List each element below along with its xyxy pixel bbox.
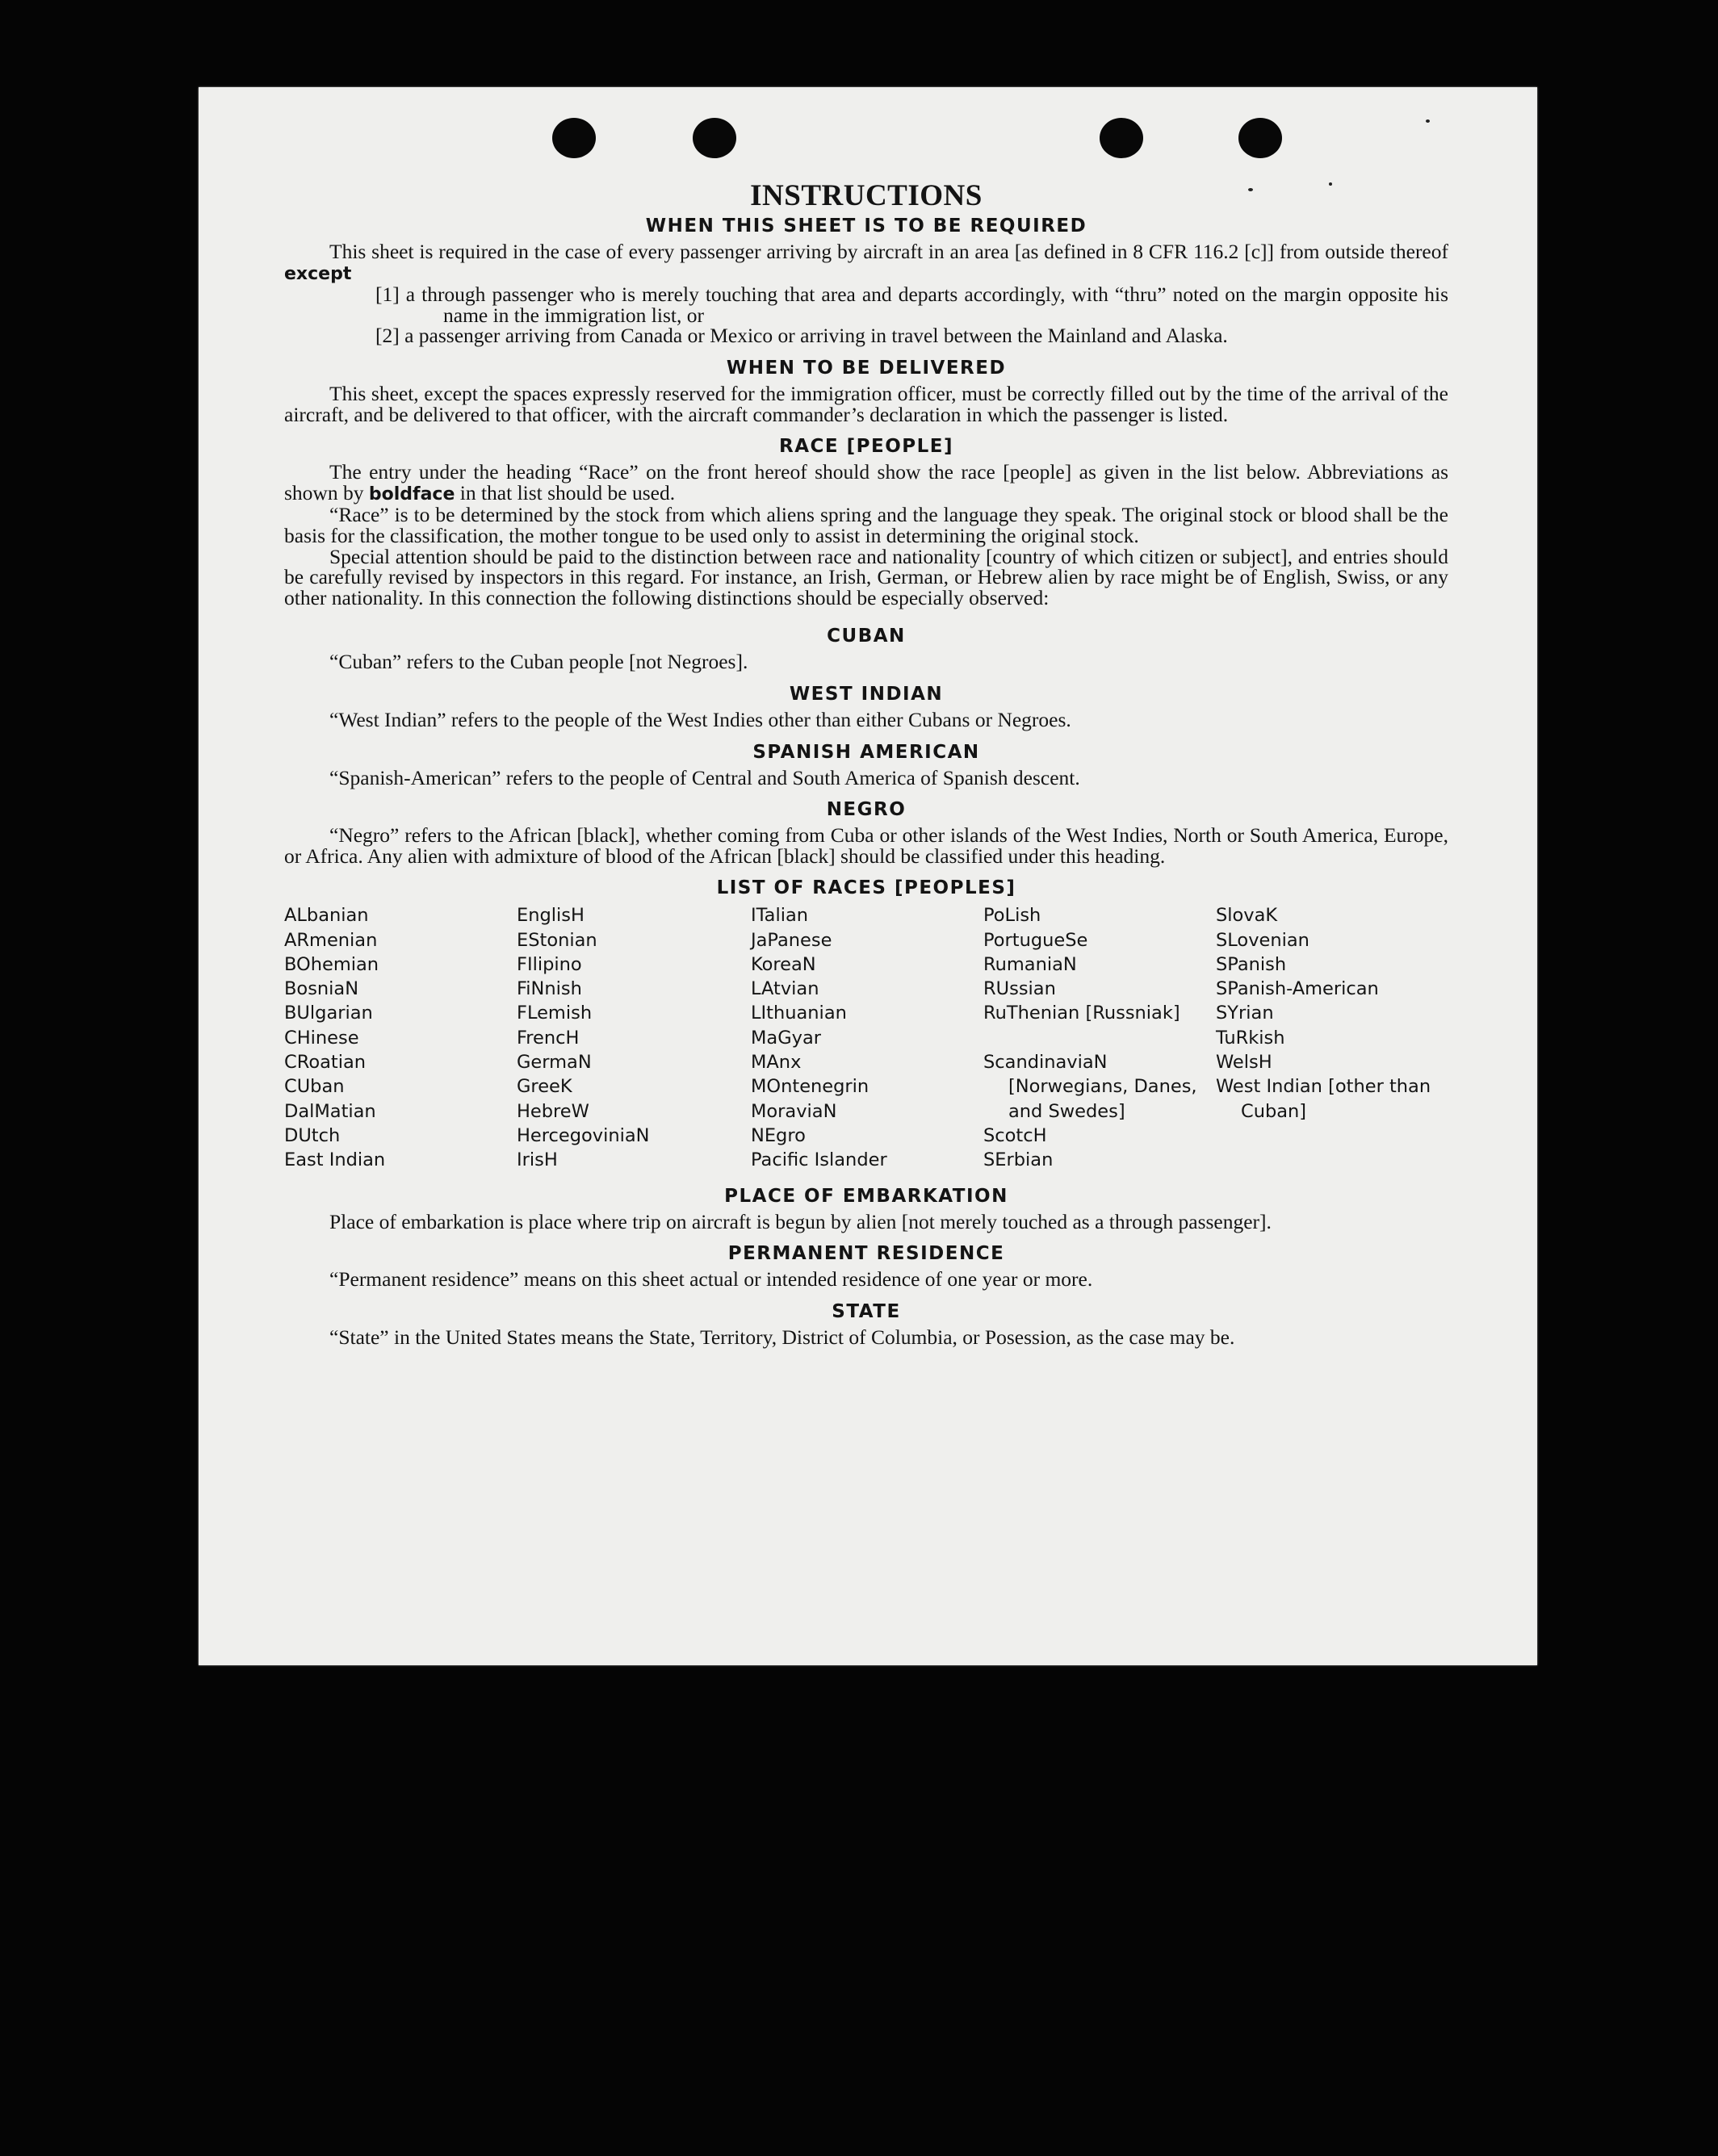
negro-text: “Negro” refers to the African [black], whether coming from Cuba or other islands of the West Indies, North or South America, Europe, or Africa. Any alien with admixture of blood of the African [black] should be classified under this heading. <box>284 823 1448 868</box>
spanish-american-text: “Spanish-American” refers to the people of Central and South America of Spanish descent. <box>329 765 1080 789</box>
race-item: West Indian [other than Cuban] <box>1216 1076 1431 1122</box>
race-item: SPanish-American <box>1216 978 1379 1000</box>
punch-hole <box>1238 118 1282 158</box>
heading-negro: NEGRO <box>826 799 907 821</box>
races-list <box>284 903 1448 1172</box>
race-item: Pacific Islander <box>751 1149 887 1171</box>
instructions-content <box>284 180 1448 1347</box>
race-item: IrisH <box>517 1149 558 1171</box>
page-title: INSTRUCTIONS <box>750 179 983 212</box>
race-item: RUssian <box>983 978 1056 1000</box>
race-item: GreeK <box>517 1076 572 1098</box>
race-item: BOhemian <box>284 953 379 975</box>
race-paragraph-2: “Race” is to be determined by the stock from which aliens spring and the language they speak. The original stock or blood shall be the basis for the classification, the mother tongue to be used only to assist in determining the original stock. <box>284 503 1448 547</box>
heading-embarkation: PLACE OF EMBARKATION <box>724 1185 1008 1207</box>
race-item: CHinese <box>284 1027 359 1049</box>
race-item: SPanish <box>1216 953 1287 975</box>
required-item-1: [1] a through passenger who is merely touching that area and departs accordingly, with “thru” noted on the margin opposite his name in the immigration list, or <box>375 283 1448 327</box>
embarkation-text: Place of embarkation is place where trip on aircraft is begun by alien [not merely touched as a through passenger]. <box>329 1209 1272 1233</box>
race-item: ScotcH <box>983 1124 1047 1146</box>
punch-hole <box>552 118 596 158</box>
race-item: HebreW <box>517 1100 589 1122</box>
race-item: SLovenian <box>1216 929 1309 951</box>
race-item: FiNnish <box>517 978 582 1000</box>
west-indian-text: “West Indian” refers to the people of the West Indies other than either Cubans or Negroes. <box>329 707 1071 731</box>
heading-race: RACE [PEOPLE] <box>779 436 953 458</box>
race-item: ALbanian <box>284 905 369 927</box>
required-item-2: [2] a passenger arriving from Canada or Mexico or arriving in travel between the Mainland and Alaska. <box>375 324 1228 348</box>
delivered-text: This sheet, except the spaces expressly reserved for the immigration officer, must be correctly filled out by the time of the arrival of the aircraft, and be delivered to that officer, with the aircraft commander’s declaration in which the passenger is listed. <box>284 381 1448 426</box>
state-text: “State” in the United States means the State, Territory, District of Columbia, or Posession, as the case may be. <box>329 1325 1235 1349</box>
punch-hole <box>693 118 736 158</box>
race-paragraph-1: The entry under the heading “Race” on the front hereof should show the race [people] as given in the list below. Abbreviations as shown by boldface in that list should be used. <box>284 460 1448 504</box>
heading-required: WHEN THIS SHEET IS TO BE REQUIRED <box>645 216 1087 237</box>
heading-list-of-races: LIST OF RACES [PEOPLES] <box>716 877 1016 899</box>
heading-state: STATE <box>832 1300 901 1322</box>
race-item: JaPanese <box>751 929 832 951</box>
race-item: BosniaN <box>284 978 359 1000</box>
required-intro: This sheet is required in the case of every passenger arriving by aircraft in an area [as defined in 8 CFR 116.2 [c]] from outside thereof except <box>284 240 1448 284</box>
race-item: MAnx <box>751 1052 802 1074</box>
race-item: HercegoviniaN <box>517 1124 650 1146</box>
race-item: KoreaN <box>751 953 816 975</box>
race-item: PortugueSe <box>983 929 1088 951</box>
cuban-text: “Cuban” refers to the Cuban people [not Negroes]. <box>329 650 748 674</box>
heading-permanent-residence: PERMANENT RESIDENCE <box>727 1243 1005 1265</box>
heading-cuban: CUBAN <box>827 626 906 647</box>
race-item: CRoatian <box>284 1052 367 1074</box>
race-item: EStonian <box>517 929 597 951</box>
race-item: EnglisH <box>517 905 585 927</box>
punch-hole <box>1100 118 1143 158</box>
race-paragraph-3: Special attention should be paid to the distinction between race and nationality [country of which citizen or subject], and entries should be carefully revised by inspectors in this regard. For instance, an Irish, German, or Hebrew alien by race might be of English, Swiss, or any other nationality. In this connection the following distinctions should be especially observed: <box>284 544 1448 609</box>
speck <box>1426 119 1430 123</box>
heading-spanish-american: SPANISH AMERICAN <box>752 741 980 763</box>
race-item: FrencH <box>517 1027 580 1049</box>
race-item: FIlipino <box>517 953 582 975</box>
race-item: LIthuanian <box>751 1003 847 1024</box>
permanent-residence-text: “Permanent residence” means on this sheet actual or intended residence of one year or more. <box>329 1267 1093 1292</box>
race-item: DUtch <box>284 1124 341 1146</box>
race-item: RumaniaN <box>983 953 1077 975</box>
race-item: DalMatian <box>284 1100 376 1122</box>
race-item: MoraviaN <box>751 1100 837 1122</box>
race-item: TuRkish <box>1216 1027 1285 1049</box>
race-item: ITalian <box>751 905 808 927</box>
race-item: SYrian <box>1216 1003 1274 1024</box>
except-word: except <box>284 263 352 284</box>
race-item: MOntenegrin <box>751 1076 869 1098</box>
race-item: CUban <box>284 1076 345 1098</box>
race-item: East Indian <box>284 1149 386 1171</box>
race-item: BUlgarian <box>284 1003 373 1024</box>
boldface-word: boldface <box>368 484 455 504</box>
instruction-sheet <box>199 87 1537 1665</box>
race-item: SErbian <box>983 1149 1054 1171</box>
race-item: FLemish <box>517 1003 593 1024</box>
race-item: ScandinaviaN [Norwegians, Danes, and Swedes] <box>983 1052 1197 1122</box>
race-item: WelsH <box>1216 1052 1272 1074</box>
race-item: PoLish <box>983 905 1041 927</box>
race-item: RuThenian [Russniak] <box>983 1003 1180 1024</box>
race-item: NEgro <box>751 1124 806 1146</box>
heading-west-indian: WEST INDIAN <box>789 683 944 705</box>
race-item: SlovaK <box>1216 905 1278 927</box>
race-item: ARmenian <box>284 929 378 951</box>
race-item: MaGyar <box>751 1027 821 1049</box>
race-item: GermaN <box>517 1052 592 1074</box>
heading-delivered: WHEN TO BE DELIVERED <box>726 357 1007 379</box>
race-item: LAtvian <box>751 978 819 1000</box>
